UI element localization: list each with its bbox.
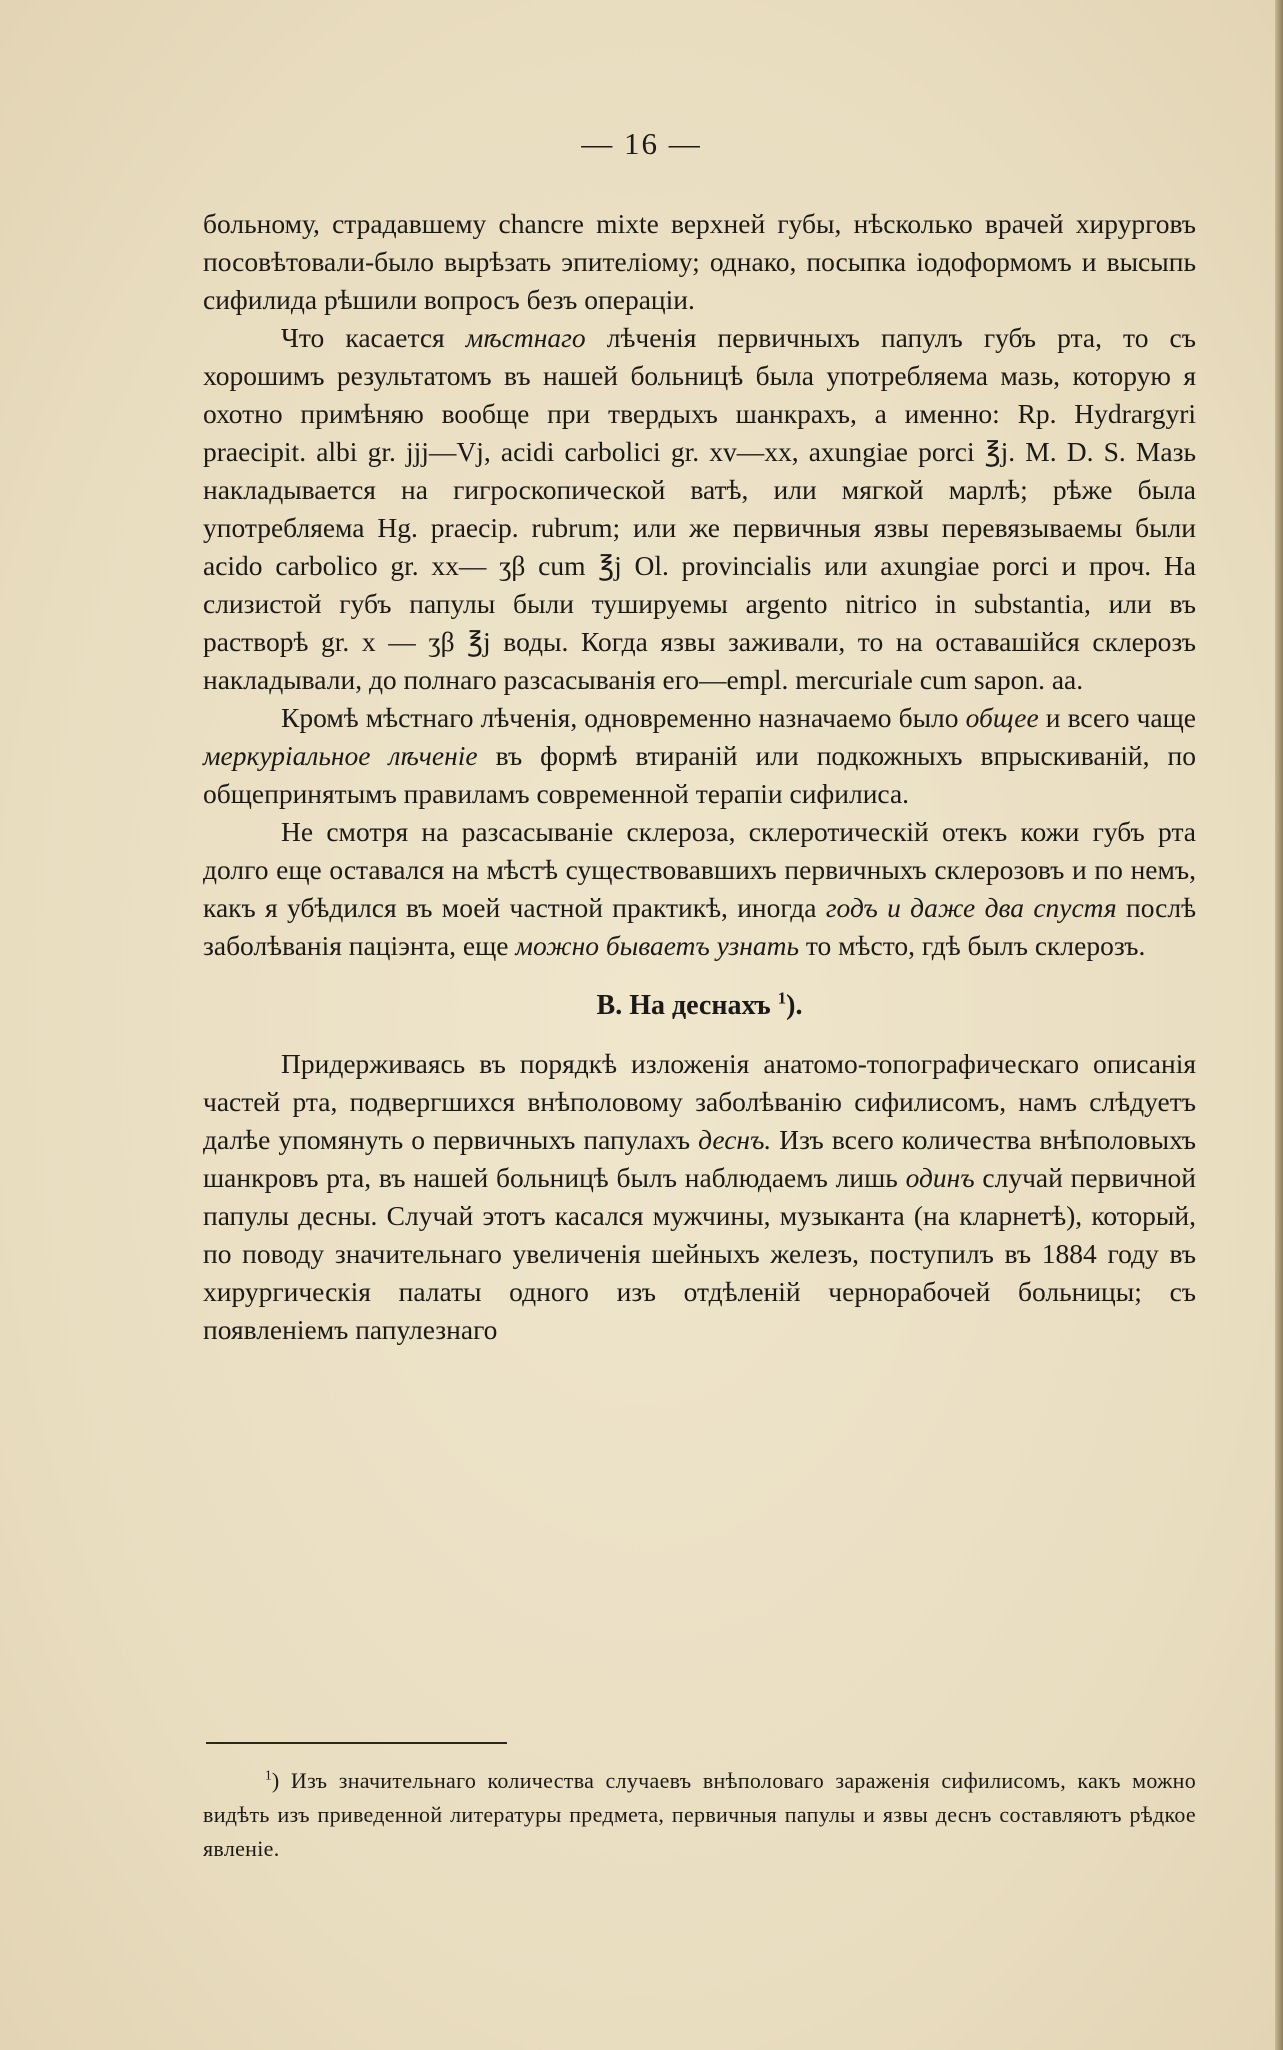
paragraph-continuation: больному, страдавшему chancre mixte верхней губы, нѣсколько врачей хирурговъ посовѣтовали-было вырѣзать эпителіому; однако, посыпка іодоформомъ и высыпь сифилида рѣшили вопросъ безъ операціи. [203,208,1196,315]
text-run: Кромѣ мѣстнаго лѣченія, одновременно назначаемо было [281,702,966,733]
paragraph-local-treatment [203,319,1196,699]
footnote-mark: 1 [265,1767,272,1783]
italic-emphasis: деснъ. [698,1124,772,1155]
text-run: и всего чаще [1038,702,1196,733]
main-text [203,205,1196,1349]
paragraph-gums [203,1045,1196,1349]
paragraph-sclerosis [203,813,1196,965]
italic-emphasis: одинъ [905,1162,975,1193]
heading-text: B. На деснахъ [596,990,771,1021]
footnote [203,1764,1196,1866]
page-edge-shadow [1275,0,1283,2050]
footnote-divider [206,1742,507,1744]
italic-emphasis: меркуріальное лѣченіе [203,740,478,771]
italic-emphasis: мѣстнаго [465,322,586,353]
page-number: — 16 — [581,126,702,161]
footnote-body: ) Изъ значительнаго количества случаевъ внѣполоваго зараженія сифилисомъ, какъ можно видѣть изъ приведенной литературы предмета, первичныя папулы и язвы деснъ составляютъ рѣдкое явленіе. [203,1768,1196,1861]
text-run: послѣ заболѣванія паціэнта, еще [203,892,1197,961]
text-run: то мѣсто, гдѣ былъ склерозъ. [799,930,1146,961]
italic-emphasis: можно бываетъ узнать [515,930,799,961]
text-run: въ формѣ втираній или подкожныхъ впрыскиваній, по общепринятымъ правиламъ современной терапіи сифилиса. [203,740,1196,809]
paragraph-general-treatment [203,699,1196,813]
footnote-text [203,1764,1196,1866]
footnote-reference[interactable]: 1 [777,988,787,1008]
text-run: лѣченія первичныхъ папулъ губъ рта, то съ хорошимъ результатомъ въ нашей больницѣ была употребляема мазь, которую я охотно примѣняю вообще при твердыхъ шанкрахъ, а именно: Rp. Hydrargyri praecipit. albi gr. jjj—Vj, acidi carbolici gr. xv—xx, axungiae porci ℥j. M. D. S. Мазь накладывается на гигроскопической ватѣ, или мягкой марлѣ; рѣже была употребляема Hg. praecip. rubrum; или же первичныя язвы перевязываемы были acido carbolico gr. xx— ʒβ cum ℥j Ol. provincialis или axungiae porci и проч. На слизистой губъ папулы были тушируемы argento nitrico in substantia, или въ растворѣ gr. x — ʒβ ℥j воды. Когда язвы заживали, то на оставашійся склерозъ накладывали, до полнаго разсасыванія его—empl. mercuriale cum sapon. aa. [203,322,1196,695]
text-run: Изъ всего количества внѣполовыхъ шанкровъ рта, въ нашей больницѣ былъ наблюдаемъ лишь [203,1124,1197,1193]
text-run: Не смотря на разсасываніе склероза, склеротическій отекъ кожи губъ рта долго еще оставался на мѣстѣ существовавшихъ первичныхъ склерозовъ и по немъ, какъ я убѣдился въ моей частной практикѣ, иногда [203,816,1196,923]
text-run: Что касается [281,322,466,353]
italic-emphasis: общее [965,702,1039,733]
text-run: Придерживаясь въ порядкѣ изложенія анатомо-топографическаго описанія частей рта, подвергшихся внѣполовому заболѣванію сифилисомъ, намъ слѣдуетъ далѣе упомянуть о первичныхъ папулахъ [203,1048,1196,1155]
italic-emphasis: годъ и даже два спустя [825,892,1117,923]
section-heading [203,987,1196,1025]
text-run: случай первичной папулы десны. Случай этотъ касался мужчины, музыканта (на кларнетѣ), который, по поводу значительнаго увеличенія шейныхъ железъ, поступилъ въ 1884 году въ хирургическія палаты одного изъ отдѣленій чернорабочей больницы; съ появленіемъ папулезнаго [203,1162,1197,1345]
heading-tail: ). [786,990,803,1021]
